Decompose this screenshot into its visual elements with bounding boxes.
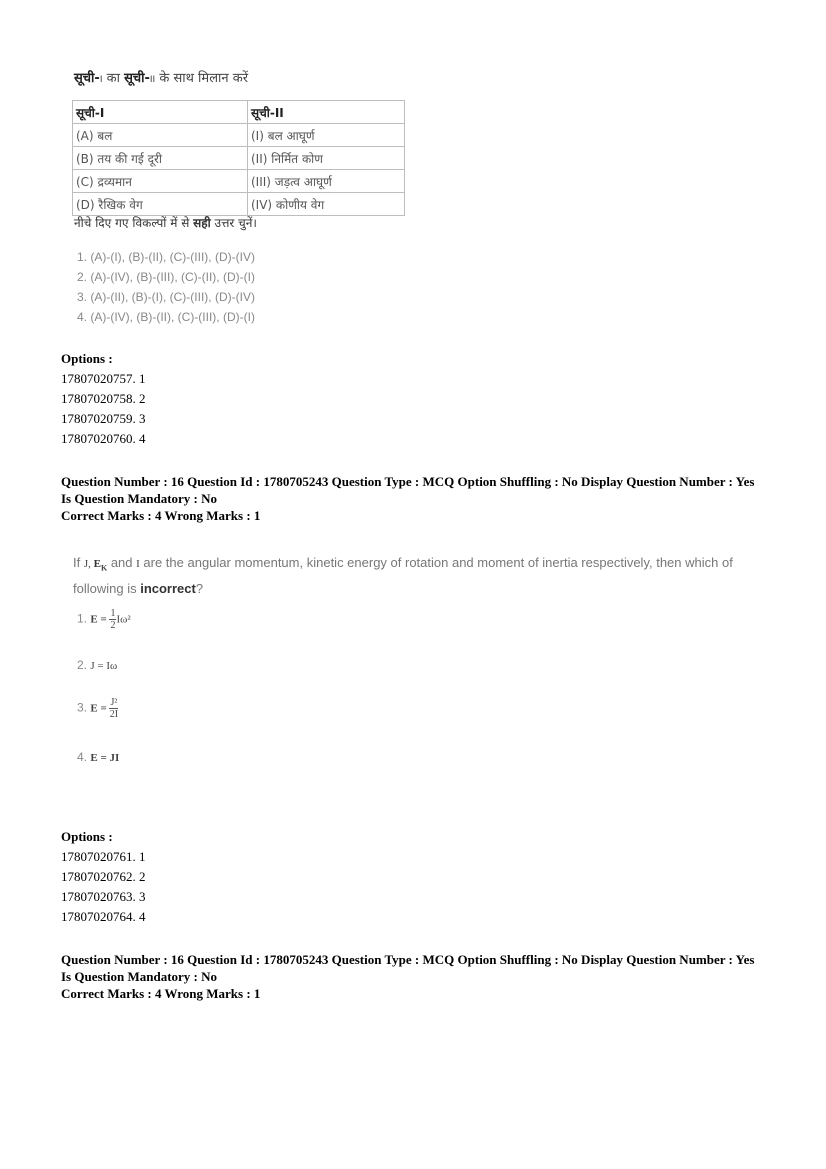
- q15-instruction: नीचे दिए गए विकल्पों में से सही उत्तर चुनें।: [74, 216, 257, 230]
- match-table-header: [73, 101, 405, 124]
- table-cell: (III) जड़त्व आघूर्ण: [248, 170, 405, 193]
- column-header: सूची-II: [248, 101, 405, 124]
- q16-choice-2: 2. J = Iω: [77, 658, 118, 672]
- table-cell: (I) बल आघूर्ण: [248, 124, 405, 147]
- table-cell: (A) बल: [73, 124, 248, 147]
- meta-line: Is Question Mandatory : No: [61, 969, 218, 984]
- table-cell: (C) द्रव्यमान: [73, 170, 248, 193]
- meta-line: Correct Marks : 4 Wrong Marks : 1: [61, 986, 261, 1001]
- q16-text: If J, $E_K$ and I are the angular momentum, kinetic energy of rotation and moment of inertia respectively, then which of following is incorrect?: [73, 555, 733, 596]
- match-table: [72, 100, 405, 216]
- meta-line: Is Question Mandatory : No: [61, 491, 218, 506]
- option-item: 17807020760. 4: [61, 431, 146, 446]
- q15-heading: सूची-I का सूची-II के साथ मिलान करें: [74, 71, 249, 86]
- table-cell: (D) रैखिक वेग: [73, 193, 248, 216]
- option-item: 17807020761. 1: [61, 849, 146, 864]
- option-item: 17807020759. 3: [61, 411, 146, 426]
- question-meta: [61, 473, 801, 524]
- table-row: [73, 124, 405, 147]
- table-row: [73, 147, 405, 170]
- options-block: [61, 349, 146, 449]
- choice-line: 2. (A)-(IV), (B)-(III), (C)-(II), (D)-(I): [77, 270, 255, 284]
- option-item: 17807020764. 4: [61, 909, 146, 924]
- table-row: [73, 170, 405, 193]
- option-item: 17807020762. 2: [61, 869, 146, 884]
- table-cell: (II) निर्मित कोण: [248, 147, 405, 170]
- q16-choice-1: 1. E = $\frac{1}{2}$ Iω²: [77, 608, 131, 631]
- meta-line: Question Number : 16 Question Id : 1780705243 Question Type : MCQ Option Shuffling : No Display Question Number : Yes: [61, 952, 755, 967]
- question-meta: [61, 951, 801, 1002]
- q15-choices: [77, 247, 255, 327]
- fraction: $\frac{\text{J²}}{2I}$: [109, 697, 119, 720]
- table-cell: (IV) कोणीय वेग: [248, 193, 405, 216]
- choice-line: 1. (A)-(I), (B)-(II), (C)-(III), (D)-(IV): [77, 250, 255, 264]
- option-item: 17807020763. 3: [61, 889, 146, 904]
- fraction: $\frac{1}{2}$: [110, 608, 116, 631]
- option-item: 17807020758. 2: [61, 391, 146, 406]
- meta-line: Question Number : 16 Question Id : 1780705243 Question Type : MCQ Option Shuffling : No Display Question Number : Yes: [61, 474, 755, 489]
- column-header: सूची-I: [73, 101, 248, 124]
- options-title: Options :: [61, 351, 113, 366]
- options-block: [61, 827, 146, 927]
- table-row: [73, 193, 405, 216]
- option-item: 17807020757. 1: [61, 371, 146, 386]
- table-cell: (B) तय की गई दूरी: [73, 147, 248, 170]
- options-title: Options :: [61, 829, 113, 844]
- choice-line: 4. (A)-(IV), (B)-(II), (C)-(III), (D)-(I): [77, 310, 255, 324]
- q16-choice-3: 3. E = $\frac{\text{J²}}{2I}$: [77, 697, 119, 720]
- choice-line: 3. (A)-(II), (B)-(I), (C)-(III), (D)-(IV): [77, 290, 255, 304]
- match-table-wrapper: [72, 100, 405, 216]
- q16-choice-4: 4. E = JI: [77, 750, 120, 764]
- meta-line: Correct Marks : 4 Wrong Marks : 1: [61, 508, 261, 523]
